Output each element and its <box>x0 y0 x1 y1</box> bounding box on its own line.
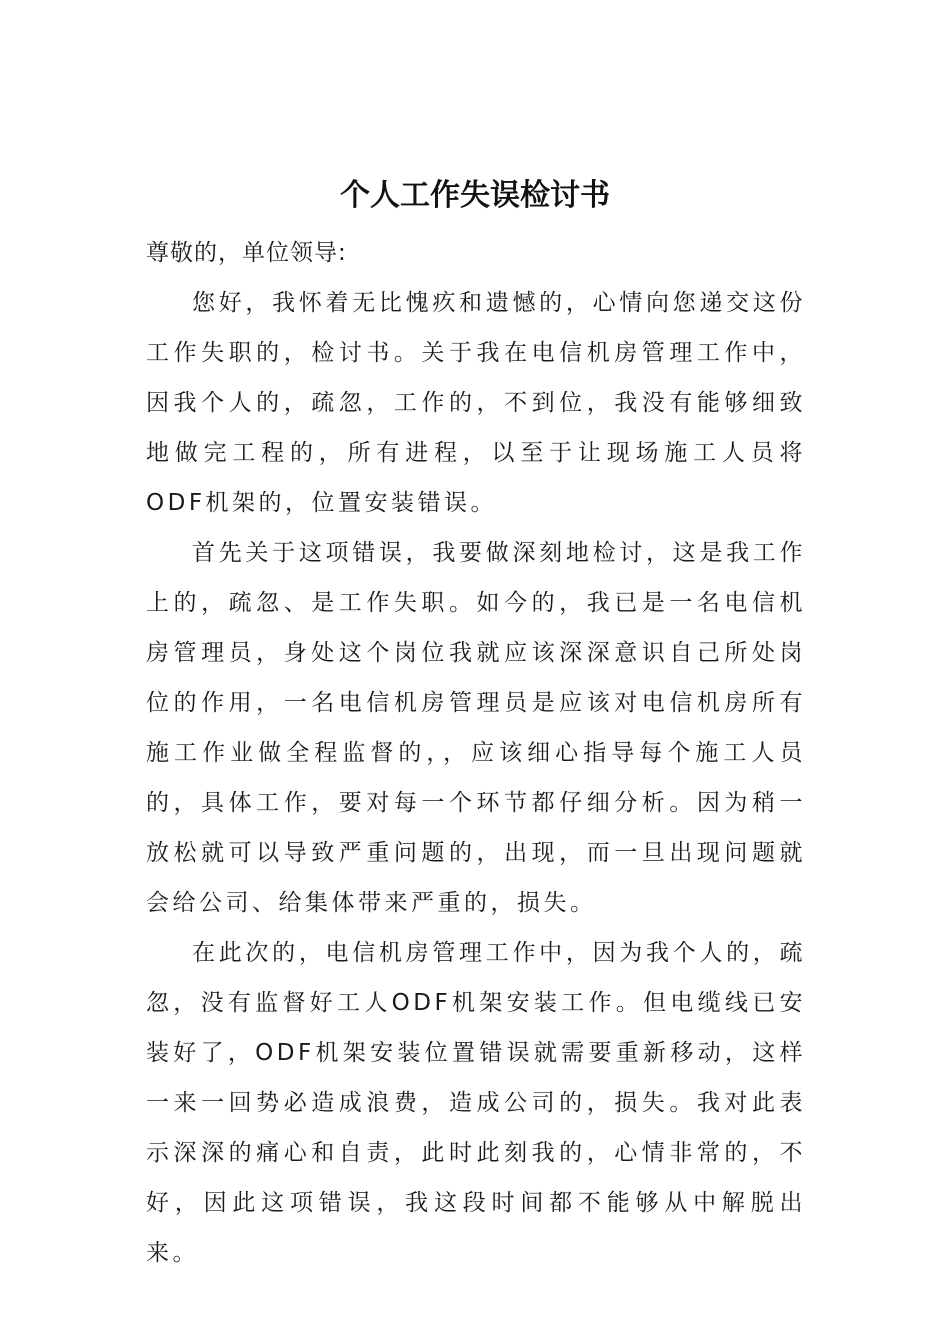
paragraph-3: 在此次的，电信机房管理工作中，因为我个人的，疏忽，没有监督好工人ODF机架安装工作。但电缆线已安装好了，ODF机架安装位置错误就需要重新移动，这样一来一回势必造成浪费，造成公司的，损失。我对此表示深深的痛心和自责，此时此刻我的，心情非常的，不好，因此这项错误，我这段时间都不能够从中解脱出来。 <box>146 940 806 1266</box>
document-title: 个人工作失误检讨书 <box>340 178 610 213</box>
paragraph-1: 您好，我怀着无比愧疚和遗憾的，心情向您递交这份工作失职的，检讨书。关于我在电信机房管理工作中，因我个人的，疏忽，工作的，不到位，我没有能够细致地做完工程的，所有进程，以至于让现场施工人员将ODF机架的，位置安装错误。 <box>146 290 806 516</box>
document-body <box>146 228 806 1278</box>
salutation: 尊敬的，单位领导: <box>146 240 347 266</box>
paragraph-2: 首先关于这项错误，我要做深刻地检讨，这是我工作上的，疏忽、是工作失职。如今的，我已是一名电信机房管理员，身处这个岗位我就应该深深意识自己所处岗位的作用，一名电信机房管理员是应该对电信机房所有施工作业做全程监督的，，应该细心指导每个施工人员的，具体工作，要对每一个环节都仔细分析。因为稍一放松就可以导致严重问题的，出现，而一旦出现问题就会给公司、给集体带来严重的，损失。 <box>146 540 806 916</box>
